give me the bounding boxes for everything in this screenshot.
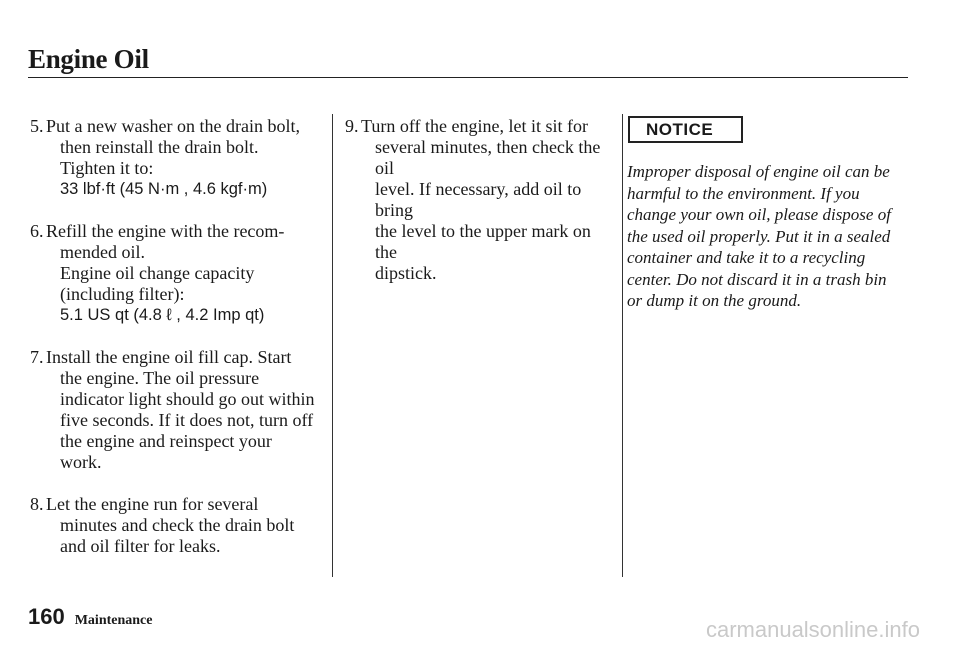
step-text: Tighten it to: [60, 158, 154, 178]
step-7 [30, 347, 326, 473]
column-right [627, 116, 917, 312]
column-middle [345, 116, 617, 305]
step-text: Refill the engine with the recom- [46, 221, 285, 241]
step-number: 8. [30, 494, 44, 514]
step-number: 5. [30, 116, 44, 136]
step-body [46, 494, 294, 557]
capacity-spec: 5.1 US qt (4.8 ℓ , 4.2 Imp qt) [60, 306, 265, 324]
step-body [46, 347, 315, 473]
step-text: dipstick. [375, 263, 437, 283]
step-text: Let the engine run for several [46, 494, 259, 514]
step-text: indicator light should go out within [60, 389, 315, 409]
notice-text [627, 161, 917, 312]
step-6 [30, 221, 326, 326]
section-name: Maintenance [74, 613, 153, 628]
step-text: level. If necessary, add oil to bring [375, 179, 582, 220]
step-text: several minutes, then check the oil [375, 137, 601, 178]
notice-line: change your own oil, please dispose of [627, 205, 891, 224]
notice-line: harmful to the environment. If you [627, 183, 860, 203]
step-text: the engine and reinspect your [60, 431, 272, 451]
step-number: 9. [345, 116, 359, 136]
page-footer [28, 604, 152, 630]
step-text: Engine oil change capacity [60, 263, 255, 283]
watermark: carmanualsonline.info [705, 617, 920, 642]
notice-line: the used oil properly. Put it in a sealed [627, 226, 891, 246]
title-rule [28, 77, 908, 78]
notice-label: NOTICE [628, 116, 743, 143]
notice-line: Improper disposal of engine oil can be [627, 162, 890, 181]
step-8 [30, 494, 326, 557]
column-left [30, 116, 326, 578]
step-text: work. [60, 452, 102, 472]
step-text: (including filter): [60, 284, 185, 304]
step-number: 7. [30, 347, 44, 367]
column-divider-left [332, 114, 333, 577]
column-divider-right [622, 114, 623, 577]
notice-line: or dump it on the ground. [627, 291, 802, 310]
step-text: the level to the upper mark on the [375, 221, 591, 262]
step-body [361, 116, 617, 284]
notice-line: container and take it to a recycling [627, 248, 866, 267]
step-text: mended oil. [60, 242, 145, 262]
page-title: Engine Oil [28, 44, 149, 74]
step-text: the engine. The oil pressure [60, 368, 260, 388]
step-body [46, 116, 300, 200]
step-text: Install the engine oil fill cap. Start [46, 347, 292, 367]
step-text: five seconds. If it does not, turn off [60, 410, 314, 430]
step-body [46, 221, 284, 326]
torque-spec: 33 lbf·ft (45 N·m , 4.6 kgf·m) [60, 180, 268, 198]
step-text: then reinstall the drain bolt. [60, 137, 259, 157]
step-text: Put a new washer on the drain bolt, [46, 116, 300, 136]
page-number: 160 [28, 604, 65, 629]
step-5 [30, 116, 326, 200]
notice-line: center. Do not discard it in a trash bin [627, 269, 887, 289]
step-number: 6. [30, 221, 44, 241]
step-text: Turn off the engine, let it sit for [361, 116, 588, 136]
step-text: minutes and check the drain bolt [60, 515, 295, 535]
step-9 [345, 116, 617, 284]
step-text: and oil filter for leaks. [60, 536, 221, 556]
